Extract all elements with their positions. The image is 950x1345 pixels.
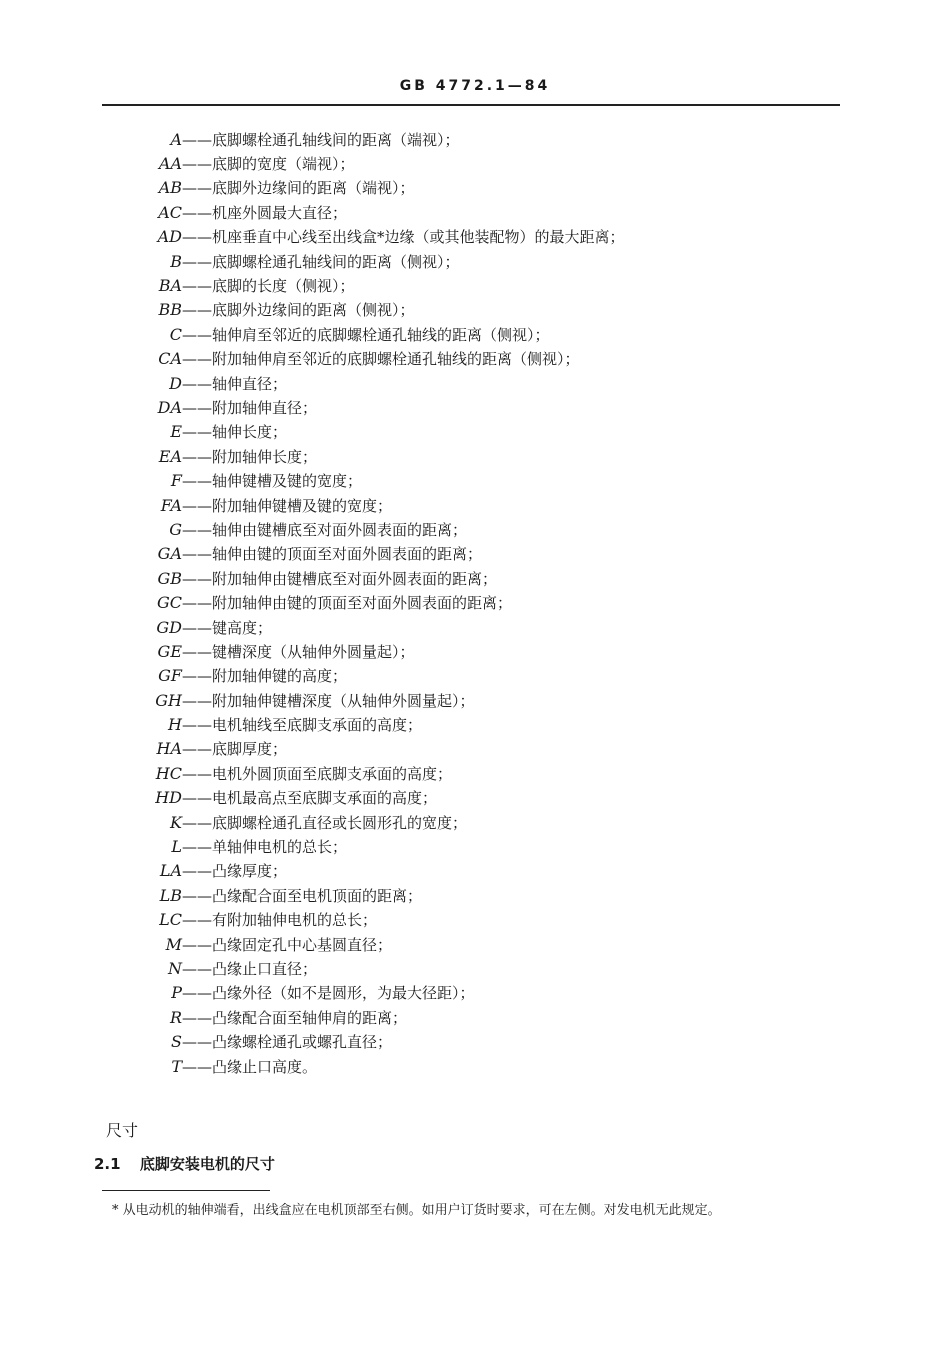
definition-text: ——凸缘配合面至轴伸肩的距离； <box>182 1008 408 1027</box>
definition-symbol: L <box>171 837 182 857</box>
footnote-rule <box>102 1190 270 1191</box>
definition-text: ——凸缘固定孔中心基圆直径； <box>182 935 393 954</box>
definition-symbol: C <box>169 324 182 344</box>
definition-text: ——底脚厚度； <box>182 740 288 759</box>
definition-text: ——凸缘止口直径； <box>182 959 318 978</box>
definition-row <box>102 420 822 444</box>
definition-symbol: H <box>168 715 182 735</box>
definition-row <box>102 151 822 175</box>
definition-text: ——单轴伸电机的总长； <box>182 838 348 857</box>
definition-symbol: DA <box>157 397 182 417</box>
subsection-heading <box>94 1153 275 1174</box>
definition-text: ——轴伸直径； <box>182 374 288 393</box>
definition-text: ——附加轴伸肩至邻近的底脚螺栓通孔轴线的距离（侧视）； <box>182 350 580 369</box>
definition-text: ——凸缘厚度； <box>182 862 288 881</box>
definition-symbol: E <box>170 422 182 442</box>
subsection-number: 2.1 <box>94 1155 121 1173</box>
definition-text: ——键槽深度（从轴伸外圆量起）； <box>182 642 415 661</box>
definition-row <box>102 590 822 614</box>
definition-symbol: HA <box>156 739 182 759</box>
definition-symbol: N <box>168 958 182 978</box>
definition-row <box>102 200 822 224</box>
definition-text: ——电机最高点至底脚支承面的高度； <box>182 789 438 808</box>
definition-row <box>102 1054 822 1078</box>
definition-text: ——附加轴伸长度； <box>182 447 318 466</box>
definition-row <box>102 688 822 712</box>
definition-symbol: GH <box>155 690 182 710</box>
definition-text: ——底脚螺栓通孔直径或长圆形孔的宽度； <box>182 813 468 832</box>
page-header: GB 4772.1—84 <box>399 78 551 94</box>
definition-row <box>102 883 822 907</box>
definition-row <box>102 1029 822 1053</box>
definition-row <box>102 981 822 1005</box>
definition-text: ——轴伸肩至邻近的底脚螺栓通孔轴线的距离（侧视）； <box>182 325 550 344</box>
section-heading: 尺寸 <box>106 1121 139 1140</box>
definition-text: ——轴伸键槽及键的宽度； <box>182 472 363 491</box>
definition-row <box>102 395 822 419</box>
definition-text: ——凸缘配合面至电机顶面的距离； <box>182 886 423 905</box>
definition-text: ——底脚螺栓通孔轴线间的距离（端视）； <box>182 130 460 149</box>
definition-symbol: K <box>170 812 182 832</box>
definition-row <box>102 298 822 322</box>
definition-row <box>102 834 822 858</box>
definition-text: ——底脚的宽度（端视）； <box>182 155 355 174</box>
definition-row <box>102 371 822 395</box>
definition-symbol: GF <box>158 666 182 686</box>
definition-row <box>102 225 822 249</box>
definition-text: ——键高度； <box>182 618 273 637</box>
definition-symbol: P <box>171 983 182 1003</box>
definition-text: ——有附加轴伸电机的总长； <box>182 911 378 930</box>
definition-symbol: GD <box>156 617 182 637</box>
definition-row <box>102 932 822 956</box>
header-rule <box>102 104 840 106</box>
definition-symbol: EA <box>158 446 182 466</box>
definition-symbol: LB <box>159 885 182 905</box>
definition-symbol: GE <box>157 641 182 661</box>
definition-text: ——附加轴伸由键的顶面至对面外圆表面的距离； <box>182 594 513 613</box>
definition-row <box>102 615 822 639</box>
definition-symbol: GB <box>157 568 182 588</box>
definition-row <box>102 517 822 541</box>
definition-text: ——底脚外边缘间的距离（侧视）； <box>182 301 415 320</box>
definition-text: ——电机外圆顶面至底脚支承面的高度； <box>182 764 453 783</box>
definition-row <box>102 810 822 834</box>
definition-row <box>102 786 822 810</box>
definition-text: ——底脚螺栓通孔轴线间的距离（侧视）； <box>182 252 460 271</box>
definition-symbol: FA <box>160 495 182 515</box>
definition-symbol: HC <box>155 763 182 783</box>
definition-symbol: S <box>171 1032 182 1052</box>
definition-symbol: CA <box>158 349 182 369</box>
definition-row <box>102 542 822 566</box>
definition-symbol: A <box>170 129 182 149</box>
definition-row <box>102 273 822 297</box>
definition-row <box>102 859 822 883</box>
definition-symbol: B <box>170 251 182 271</box>
definition-row <box>102 908 822 932</box>
definition-text: ——凸缘外径（如不是圆形，为最大径距）； <box>182 984 475 1003</box>
definition-symbol: LC <box>159 910 182 930</box>
definition-row <box>102 444 822 468</box>
definition-symbol: R <box>169 1007 182 1027</box>
definition-symbol: T <box>171 1056 182 1076</box>
definition-text: ——附加轴伸由键槽底至对面外圆表面的距离； <box>182 569 498 588</box>
definition-text: ——附加轴伸键槽深度（从轴伸外圆量起）； <box>182 691 475 710</box>
definition-symbol: AB <box>158 178 182 198</box>
definition-row <box>102 639 822 663</box>
definition-symbol: G <box>169 519 182 539</box>
definition-row <box>102 737 822 761</box>
definition-row <box>102 566 822 590</box>
definition-text: ——轴伸由键槽底至对面外圆表面的距离； <box>182 520 468 539</box>
definition-symbol: D <box>169 373 182 393</box>
definition-text: ——附加轴伸键的高度； <box>182 667 348 686</box>
definition-text: ——附加轴伸键槽及键的宽度； <box>182 496 393 515</box>
definition-row <box>102 664 822 688</box>
definition-text: ——附加轴伸直径； <box>182 398 318 417</box>
definition-text: ——电机轴线至底脚支承面的高度； <box>182 716 423 735</box>
definition-symbol: M <box>165 934 182 954</box>
definition-list <box>102 127 822 1078</box>
definition-row <box>102 347 822 371</box>
definition-text: ——凸缘止口高度。 <box>182 1057 318 1076</box>
definition-text: ——底脚外边缘间的距离（端视）； <box>182 179 415 198</box>
definition-symbol: GA <box>157 544 182 564</box>
definition-row <box>102 468 822 492</box>
definition-row <box>102 493 822 517</box>
definition-symbol: HD <box>155 788 182 808</box>
definition-row <box>102 956 822 980</box>
definition-symbol: AA <box>158 154 182 174</box>
definition-symbol: GC <box>156 593 182 613</box>
definition-row <box>102 127 822 151</box>
subsection-title: 底脚安装电机的尺寸 <box>139 1155 275 1173</box>
definition-symbol: BB <box>158 300 182 320</box>
definition-text: ——底脚的长度（侧视）； <box>182 277 355 296</box>
definition-row <box>102 1005 822 1029</box>
definition-symbol: AD <box>157 227 182 247</box>
definition-symbol: LA <box>159 861 182 881</box>
definition-row <box>102 176 822 200</box>
definition-text: ——轴伸长度； <box>182 423 288 442</box>
definition-row <box>102 712 822 736</box>
definition-text: ——凸缘螺栓通孔或螺孔直径； <box>182 1033 393 1052</box>
definition-text: ——机座垂直中心线至出线盒*边缘（或其他装配物）的最大距离； <box>182 228 625 247</box>
definition-text: ——机座外圆最大直径； <box>182 203 348 222</box>
definition-row <box>102 322 822 346</box>
definition-row <box>102 249 822 273</box>
footnote: * 从电动机的轴伸端看，出线盒应在电机顶部至右侧。如用户订货时要求，可在左侧。对发电机无此规定。 <box>112 1203 721 1218</box>
definition-symbol: BA <box>158 276 182 296</box>
definition-symbol: F <box>170 471 182 491</box>
definition-symbol: AC <box>158 202 182 222</box>
definition-text: ——轴伸由键的顶面至对面外圆表面的距离； <box>182 545 483 564</box>
definition-row <box>102 761 822 785</box>
